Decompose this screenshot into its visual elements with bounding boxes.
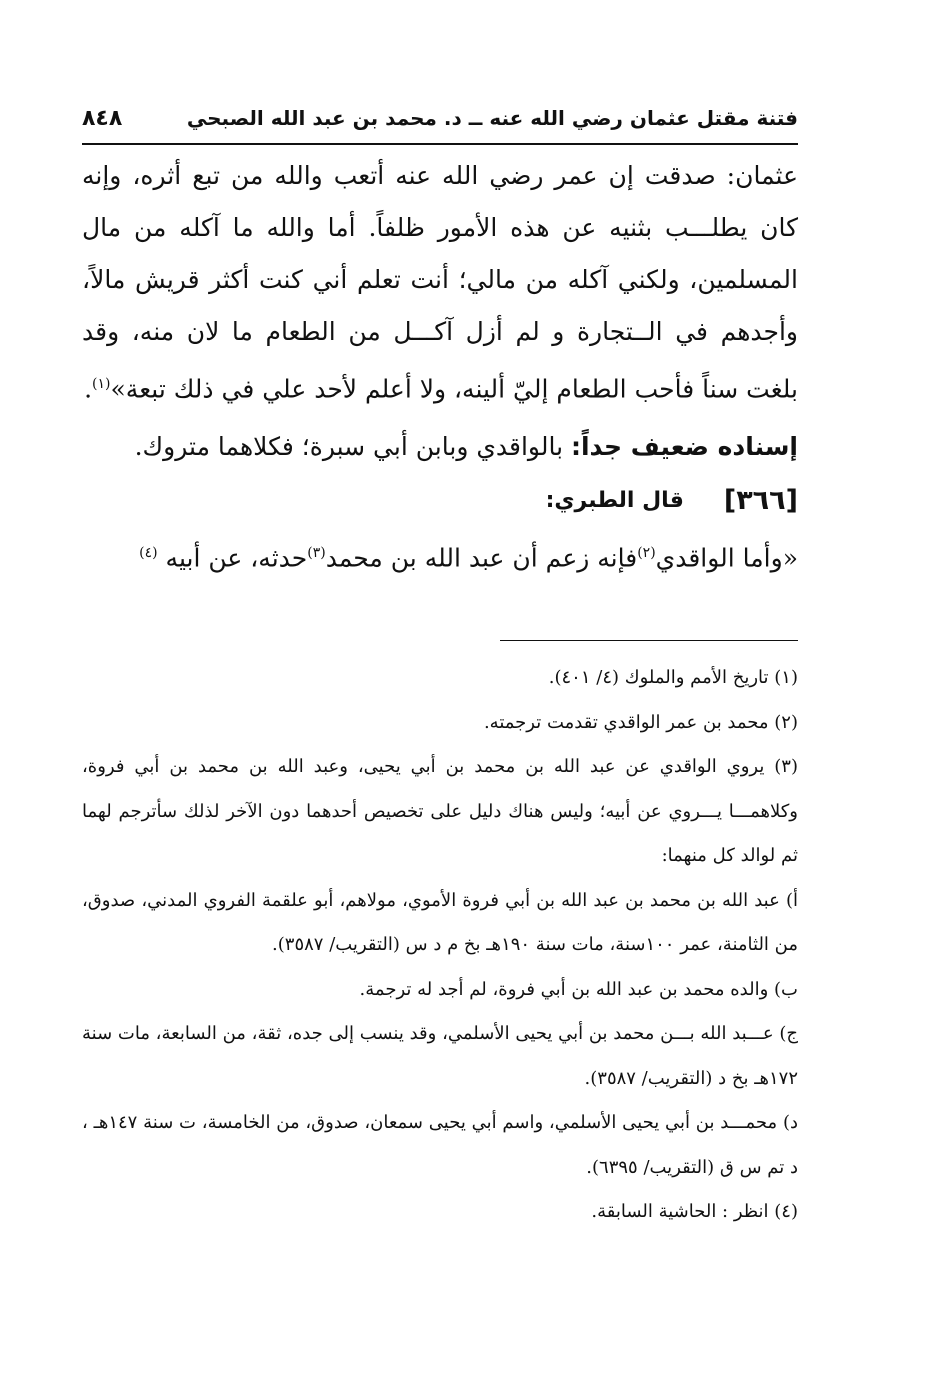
narration-part-2: فإنه زعم أن عبد الله بن محمد (325, 543, 638, 573)
narration-number: [٣٦٦] (723, 485, 798, 517)
footnotes (82, 656, 798, 1235)
footnote-3d: د) محمـــد بن أبي يحيى الأسلمي، واسم أبي يحيى سمعان، صدوق، من الخامسة، ت سنة ١٤٧هـ ، د تم س ق (التقريب/ ٦٣٩٥). (82, 1112, 798, 1178)
footnote-3c: ج) عـــبد الله بـــن محمد بن أبي يحيى الأسلمي، وقد ينسب إلى جده، ثقة، من السابعة، مات سنة ١٧٢هـ بخ د (التقريب/ ٣٥٨٧). (82, 1023, 798, 1089)
footnote-separator (500, 640, 798, 641)
header-rule (82, 143, 798, 145)
footnote-3b: ب) والده محمد بن عبد الله بن أبي فروة، لم أجد له ترجمة. (359, 978, 798, 1000)
running-title: فتنة مقتل عثمان رضي الله عنه ــ د. محمد بن عبد الله الصبحي (186, 106, 798, 130)
isnad-text: بالواقدي وبابن أبي سبرة؛ فكلاهما متروك. (134, 432, 564, 462)
narration-part-3: حدثه، عن أبيه (165, 543, 308, 573)
quote-text: عثمان: صدقت إن عمر رضي الله عنه أتعب والله من تبع أثره، وإنه كان يطلـــب بثنيه عن هذه الأمور ظلفاً. أما والله ما آكله من مال المسلمين، ولكني آكله من مالي؛ أنت تعلم أني كنت أكثر قريش مالاً، وأجدهم في الــتجارة و لم أزل آكـــل من الطعام ما لان منه، وقد بلغت سناً فأحب الطعام إليّ ألينه، ولا أعلم لأحد علي في ذلك تبعة» (82, 161, 798, 404)
isnad-label: إسناده ضعيف جداً: (570, 432, 798, 462)
footnote-ref-1[interactable]: (١) (92, 376, 111, 392)
footnote-2: (٢) محمد بن عمر الواقدي تقدمت ترجمته. (483, 711, 798, 733)
page-number: ٨٤٨ (82, 105, 123, 131)
footnote-3: (٣) يروي الواقدي عن عبد الله بن محمد بن أبي يحيى، وعبد الله بن محمد بن أبي فروة، وكلاهمـــا يـــروي عن أبيه؛ وليس هناك دليل على تخصيص أحدهما دون الآخر لذلك سأترجم لهما ثم لوالد كل منهما: (82, 756, 798, 866)
isnad-paragraph (82, 421, 798, 473)
narration-heading (82, 475, 798, 527)
page-header (82, 100, 798, 136)
narration-part-1: «وأما الواقدي (655, 543, 798, 573)
narration-paragraph (82, 527, 798, 584)
footnote-1: (١) تاريخ الأمم والملوك (٤/ ٤٠١). (548, 667, 798, 688)
quote-paragraph (82, 150, 798, 415)
footnote-3a: أ) عبد الله بن محمد بن عبد الله بن أبي فروة الأموي، مولاهم، أبو علقمة الفروي المدني، صدوق، من الثامنة، عمر ١٠٠سنة، مات سنة ١٩٠هـ بخ م د س (التقريب/ ٣٥٨٧). (82, 889, 798, 955)
quote-end: . (84, 374, 93, 404)
footnote-ref-4[interactable]: (٤) (139, 545, 158, 562)
footnote-ref-2[interactable]: (٢) (637, 545, 656, 562)
footnote-ref-3[interactable]: (٣) (307, 545, 326, 562)
said-label: قال الطبري: (545, 488, 684, 514)
footnote-4: (٤) انظر : الحاشية السابقة. (591, 1201, 798, 1222)
main-text (82, 150, 798, 585)
